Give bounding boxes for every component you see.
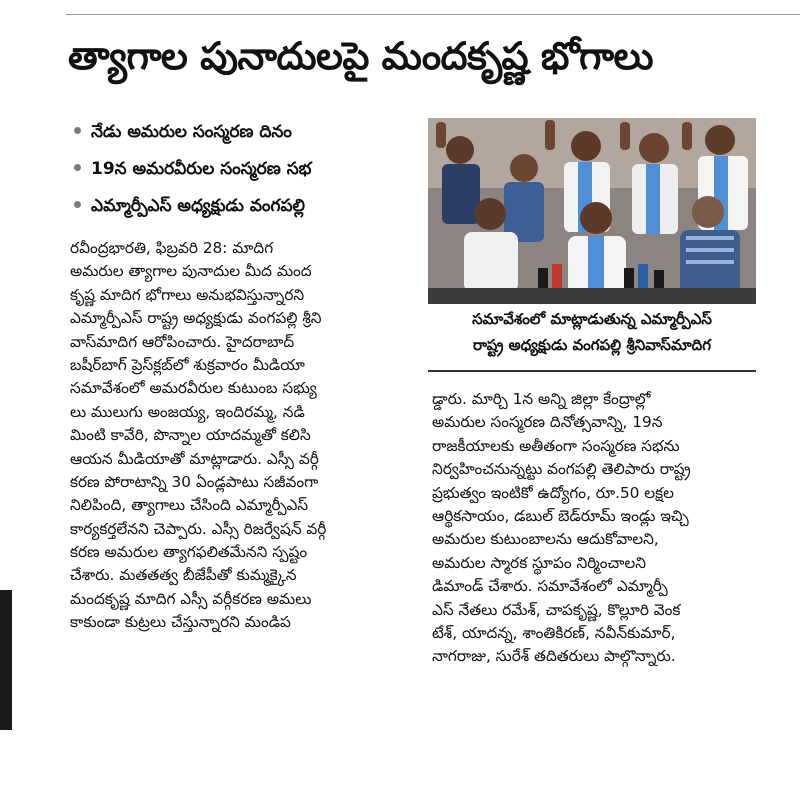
highlight-item: నేడు అమరుల సంస్మరణ దినం <box>70 114 420 151</box>
press-meet-photo <box>428 118 756 304</box>
body-line: లు ములుగు అంజయ్య, ఇందిరమ్మ, నడి <box>70 402 305 421</box>
body-column-1 <box>70 237 430 635</box>
body-line: సమావేశంలో అమరవీరుల కుటుంబ సభ్యు <box>70 379 317 398</box>
body-line: కార్యకర్తలేనని చెప్పారు. ఎస్సీ రిజర్వేషన్ వర్గీ <box>70 519 327 538</box>
top-rule <box>66 14 800 15</box>
body-line: ఆయన మీడియాతో మాట్లాడారు. ఎస్సీ వర్గీ <box>70 449 319 468</box>
caption-line: సమావేశంలో మాట్లాడుతున్న ఎమ్మార్పీఎస్ <box>472 310 712 328</box>
body-line: చేశారు. మతతత్వ బీజేపీతో కుమ్మక్కైన <box>70 566 297 585</box>
caption-line: రాష్ట్ర అధ్యక్షుడు వంగపల్లి శ్రీనివాస్‌మాదిగ <box>473 336 711 354</box>
highlight-item: ఎమ్మార్పీఎస్ అధ్యక్షుడు వంగపల్లి <box>70 188 420 225</box>
body-line: నిలిపింది, త్యాగాలు చేసింది ఎమ్మార్పీఎస్ <box>70 496 309 515</box>
press-meet-illustration <box>428 118 756 304</box>
body-line: ఆర్థికసాయం, డబుల్ బెడ్‌రూమ్ ఇండ్లు ఇచ్చి <box>432 506 689 525</box>
body-line: కాకుండా కుట్రలు చేస్తున్నారని మండిప <box>70 613 291 632</box>
body-line: డ్డారు. మార్చి 1న అన్ని జిల్లా కేంద్రాల్లో <box>432 390 651 408</box>
highlight-item: 19న అమరవీరుల సంస్మరణ సభ <box>70 151 420 188</box>
body-line: అమరుల స్మారక స్థూపం నిర్మించాలని <box>432 553 646 572</box>
body-column-2 <box>432 388 768 669</box>
photo-caption <box>428 306 756 372</box>
headline: త్యాగాల పునాదులపై మందకృష్ణ భోగాలు <box>68 34 654 78</box>
body-line: అమరుల సంస్మరణ దినోత్సవాన్ని, 19న <box>432 413 663 432</box>
bullet-dot <box>74 201 81 208</box>
body-line: రవీంద్రభారతి, ఫిబ్రవరి 28: మాదిగ <box>70 239 274 257</box>
body-line: కరణ అమరుల త్యాగఫలితమేనని స్పష్టం <box>70 543 308 562</box>
body-line: బషీర్‌బాగ్ ప్రెస్‌క్లబ్‌లో శుక్రవారం మీడియా <box>70 355 305 374</box>
adjacent-column-edge <box>0 0 12 792</box>
body-line: కరణ పోరాటాన్ని 30 ఏండ్లపాటు సజీవంగా <box>70 472 319 491</box>
body-line: రాజకీయాలకు అతీతంగా సంస్మరణ సభను <box>432 436 680 455</box>
body-line: వాస్‌మాదిగ ఆరోపించారు. హైదరాబాద్ <box>70 332 295 351</box>
body-line: మందకృష్ణ మాదిగ ఎస్సీ వర్గీకరణ అమలు <box>70 589 312 608</box>
highlights-list <box>70 114 420 225</box>
bullet-dot <box>74 127 81 134</box>
body-line: ఎస్ నేతలు రమేశ్, చాపకృష్ణ, కొల్లూరి వెంక <box>432 600 681 619</box>
body-line: అమరుల కుటుంబాలను ఆదుకోవాలని, <box>432 530 659 549</box>
body-line: మింటి కావేరి, పొన్నాల యాదమ్మతో కలిసి <box>70 426 311 445</box>
bullet-dot <box>74 164 81 171</box>
body-line: ప్రభుత్వం ఇంటికో ఉద్యోగం, రూ.50 లక్షల <box>432 483 674 502</box>
body-line: టేశ్, యాదన్న, శాంతికిరణ్, నవీన్‌కుమార్, <box>432 623 676 642</box>
body-line: నిర్వహించనున్నట్టు వంగపల్లి తెలిపారు రాష్ట్ర <box>432 460 691 479</box>
body-line: డిమాండ్ చేశారు. సమావేశంలో ఎమ్మార్పీ <box>432 577 668 596</box>
front-row-people <box>464 196 740 294</box>
body-line: అమరుల త్యాగాల పునాదుల మీద మంద <box>70 262 312 281</box>
body-line: ఎమ్మార్పీఎస్ రాష్ట్ర అధ్యక్షుడు వంగపల్లి శ్రీని <box>70 309 322 328</box>
body-line: కృష్ణ మాదిగ భోగాలు అనుభవిస్తున్నారని <box>70 285 305 304</box>
body-line: నాగరాజు, సురేశ్ తదితరులు పాల్గొన్నారు. <box>432 647 676 666</box>
adjacent-dark-block <box>0 590 12 730</box>
